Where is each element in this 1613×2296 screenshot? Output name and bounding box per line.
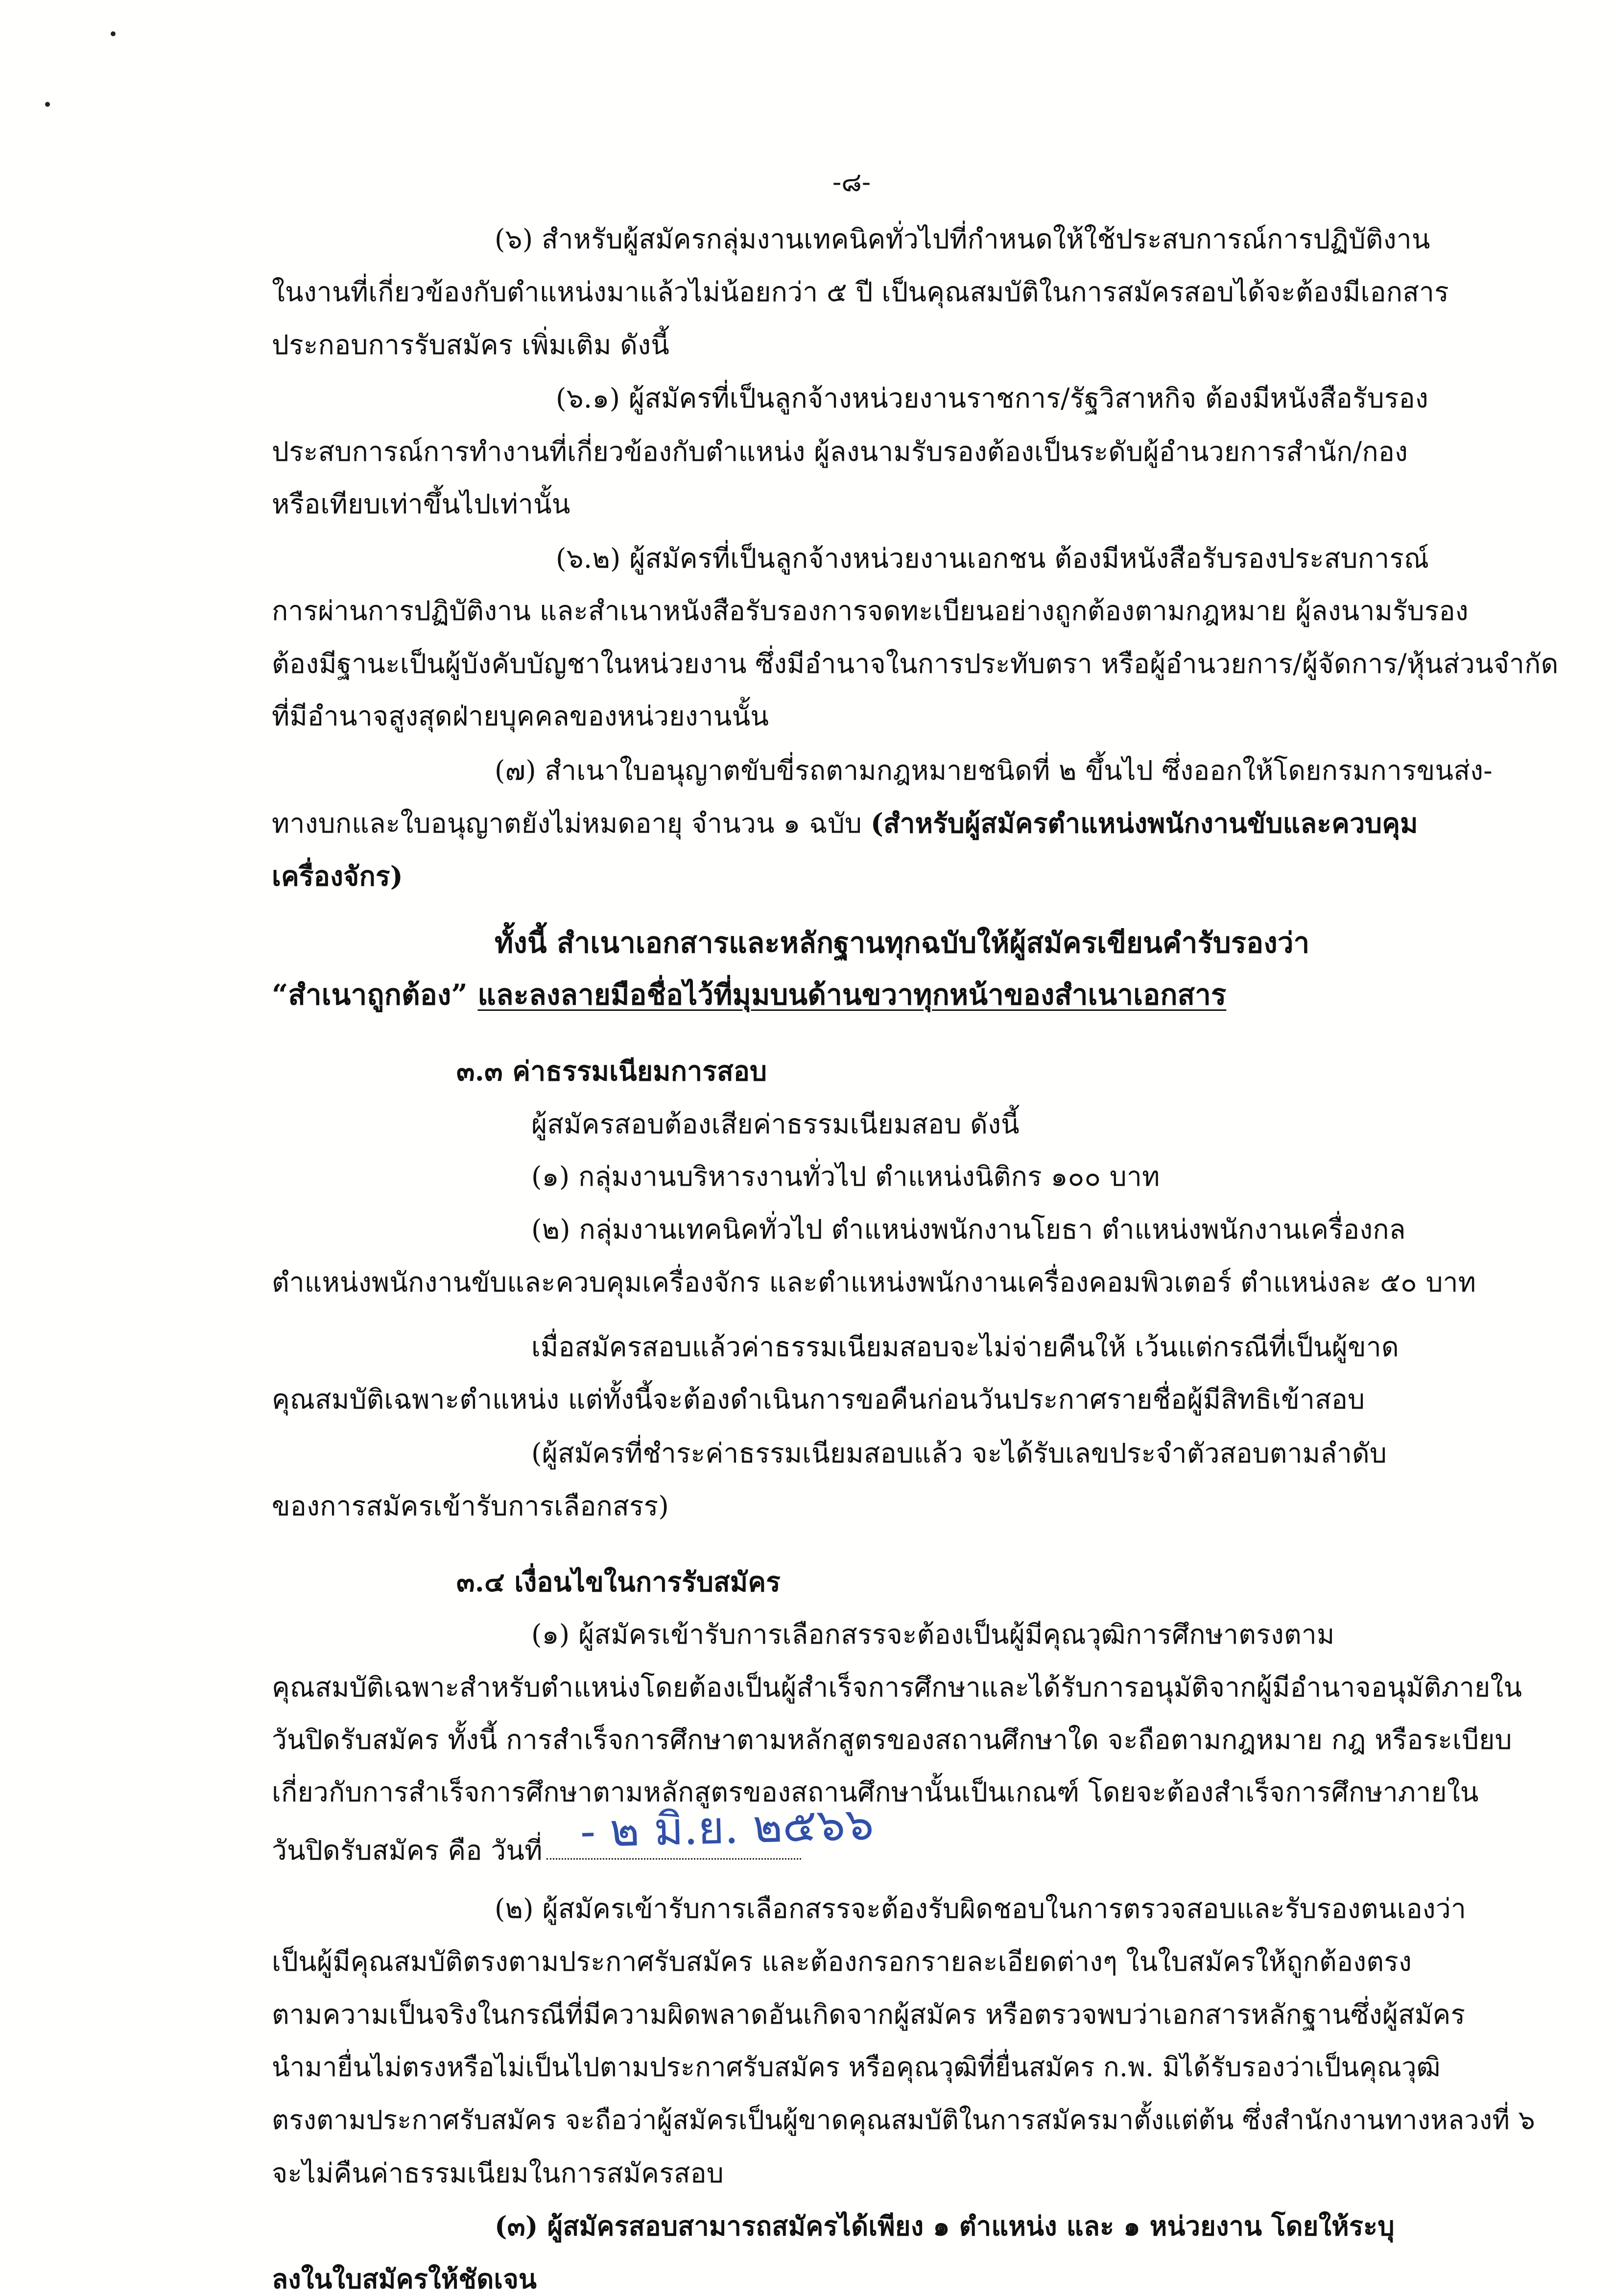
paragraph-line: ที่มีอำนาจสูงสุดฝ่ายบุคคลของหน่วยงานนั้น [272,700,769,732]
handwritten-date: - ๒ มิ.ย. ๒๕๖๖ [579,1797,875,1858]
text-span: ทางบกและใบอนุญาตยังไม่หมดอายุ จำนวน ๑ ฉบับ [272,808,862,839]
paragraph-line: ต้องมีฐานะเป็นผู้บังคับบัญชาในหน่วยงาน ซึ่งมีอำนาจในการประทับตรา หรือผู้อำนวยการ/ผู้จัดการ/หุ้นส่วนจำกัด [272,648,1559,679]
list-item: (๓) ผู้สมัครสอบสามารถสมัครได้เพียง ๑ ตำแหน่ง และ ๑ หน่วยงาน โดยให้ระบุ [495,2210,1395,2242]
paragraph-line: วันปิดรับสมัคร ทั้งนี้ การสำเร็จการศึกษาตามหลักสูตรของสถานศึกษาใด จะถือตามกฎหมาย กฎ หรือระเบียบ [272,1724,1512,1755]
paragraph-line: เมื่อสมัครสอบแล้วค่าธรรมเนียมสอบจะไม่จ่ายคืนให้ เว้นแต่กรณีที่เป็นผู้ขาด [531,1331,1399,1363]
list-item: (๑) กลุ่มงานบริหารงานทั่วไป ตำแหน่งนิติกร ๑๐๐ บาท [531,1161,1160,1192]
paragraph-line: ผู้สมัครสอบต้องเสียค่าธรรมเนียมสอบ ดังนี้ [531,1108,1020,1140]
paragraph-line: นำมายื่นไม่ตรงหรือไม่เป็นไปตามประกาศรับสมัคร หรือคุณวุฒิที่ยื่นสมัคร ก.พ. มิได้รับรองว่าเป็นคุณวุฒิ [272,2052,1441,2082]
paragraph-line: ประกอบการรับสมัคร เพิ่มเติม ดังนี้ [272,329,669,360]
paragraph-line: จะไม่คืนค่าธรรมเนียมในการสมัครสอบ [272,2157,724,2189]
list-item: (๑) ผู้สมัครเข้ารับการเลือกสรรจะต้องเป็นผู้มีคุณวุฒิการศึกษาตรงตาม [531,1619,1335,1650]
list-item: (๒) ผู้สมัครเข้ารับการเลือกสรรจะต้องรับผิดชอบในการตรวจสอบและรับรองตนเองว่า [495,1893,1467,1924]
bold-paragraph-line: เครื่องจักร) [272,860,403,892]
scan-dot [45,102,50,107]
paragraph-line: คุณสมบัติเฉพาะสำหรับตำแหน่งโดยต้องเป็นผู้สำเร็จการศึกษาและได้รับการอนุมัติจากผู้มีอำนาจอนุมัติภายใน [272,1672,1522,1703]
certification-line [272,978,1226,1012]
paragraph-line: (๖.๒) ผู้สมัครที่เป็นลูกจ้างหน่วยงานเอกชน ต้องมีหนังสือรับรองประสบการณ์ [556,543,1429,574]
list-item: (๒) กลุ่มงานเทคนิคทั่วไป ตำแหน่งพนักงานโยธา ตำแหน่งพนักงานเครื่องกล [531,1214,1406,1245]
paragraph-line: ลงในใบสมัครให้ชัดเจน [272,2263,537,2295]
certification-line: ทั้งนี้ สำเนาเอกสารและหลักฐานทุกฉบับให้ผู้สมัครเขียนคำรับรองว่า [495,926,1310,959]
paragraph-line: (๗) สำเนาใบอนุญาตขับขี่รถตามกฎหมายชนิดที่ ๒ ขึ้นไป ซึ่งออกให้โดยกรมการขนส่ง- [495,755,1493,786]
page-number: -๘- [832,167,871,197]
paragraph-line: เกี่ยวกับการสำเร็จการศึกษาตามหลักสูตรของสถานศึกษานั้นเป็นเกณฑ์ โดยจะต้องสำเร็จการศึกษาภายใน [272,1776,1479,1808]
paragraph-line: (๖.๑) ผู้สมัครที่เป็นลูกจ้างหน่วยงานราชการ/รัฐวิสาหกิจ ต้องมีหนังสือรับรอง [556,383,1428,414]
paragraph-line: (๖) สำหรับผู้สมัครกลุ่มงานเทคนิคทั่วไปที่กำหนดให้ใช้ประสบการณ์การปฏิบัติงาน [495,223,1430,255]
paragraph-line: การผ่านการปฏิบัติงาน และสำเนาหนังสือรับรองการจดทะเบียนอย่างถูกต้องตามกฎหมาย ผู้ลงนามรับรอง [272,595,1469,626]
paragraph-line: หรือเทียบเท่าขึ้นไปเท่านั้น [272,488,570,520]
paragraph-line: ประสบการณ์การทำงานที่เกี่ยวข้องกับตำแหน่ง ผู้ลงนามรับรองต้องเป็นระดับผู้อำนวยการสำนัก/กอง [272,436,1408,467]
section-heading: ๓.๓ ค่าธรรมเนียมการสอบ [456,1055,767,1087]
paragraph-line [272,806,1418,840]
date-label: วันปิดรับสมัคร คือ วันที่ [272,1835,543,1866]
scan-dot [111,31,116,36]
paragraph-line: (ผู้สมัครที่ชำระค่าธรรมเนียมสอบแล้ว จะได้รับเลขประจำตัวสอบตามลำดับ [531,1437,1387,1469]
paragraph-line: ตรงตามประกาศรับสมัคร จะถือว่าผู้สมัครเป็นผู้ขาดคุณสมบัติในการสมัครมาตั้งแต่ต้น ซึ่งสำนักงานทางหลวงที่ ๖ [272,2105,1535,2135]
paragraph-line: คุณสมบัติเฉพาะตำแหน่ง แต่ทั้งนี้จะต้องดำเนินการขอคืนก่อนวันประกาศรายชื่อผู้มีสิทธิเข้าสอบ [272,1384,1365,1415]
paragraph-line: ตำแหน่งพนักงานขับและควบคุมเครื่องจักร และตำแหน่งพนักงานเครื่องคอมพิวเตอร์ ตำแหน่งละ ๕๐ บาท [272,1267,1476,1298]
certified-copy-text: “สำเนาถูกต้อง” [272,978,468,1011]
paragraph-line: ในงานที่เกี่ยวข้องกับตำแหน่งมาแล้วไม่น้อยกว่า ๕ ปี เป็นคุณสมบัติในการสมัครสอบได้จะต้องมีเอกสาร [272,276,1449,308]
signature-instruction-text: และลงลายมือชื่อไว้ที่มุมบนด้านขวาทุกหน้าของสำเนาเอกสาร [477,978,1227,1011]
paragraph-line: ตามความเป็นจริงในกรณีที่มีความผิดพลาดอันเกิดจากผู้สมัคร หรือตรวจพบว่าเอกสารหลักฐานซึ่งผู้สมัคร [272,1999,1466,2030]
paragraph-line: เป็นผู้มีคุณสมบัติตรงตามประกาศรับสมัคร และต้องกรอกรายละเอียดต่างๆ ในใบสมัครให้ถูกต้องตรง [272,1946,1412,1977]
section-heading: ๓.๔ เงื่อนไขในการรับสมัคร [456,1566,781,1598]
paragraph-line: ของการสมัครเข้ารับการเลือกสรร) [272,1490,669,1522]
bold-text-span: (สำหรับผู้สมัครตำแหน่งพนักงานขับและควบคุม [870,807,1418,839]
